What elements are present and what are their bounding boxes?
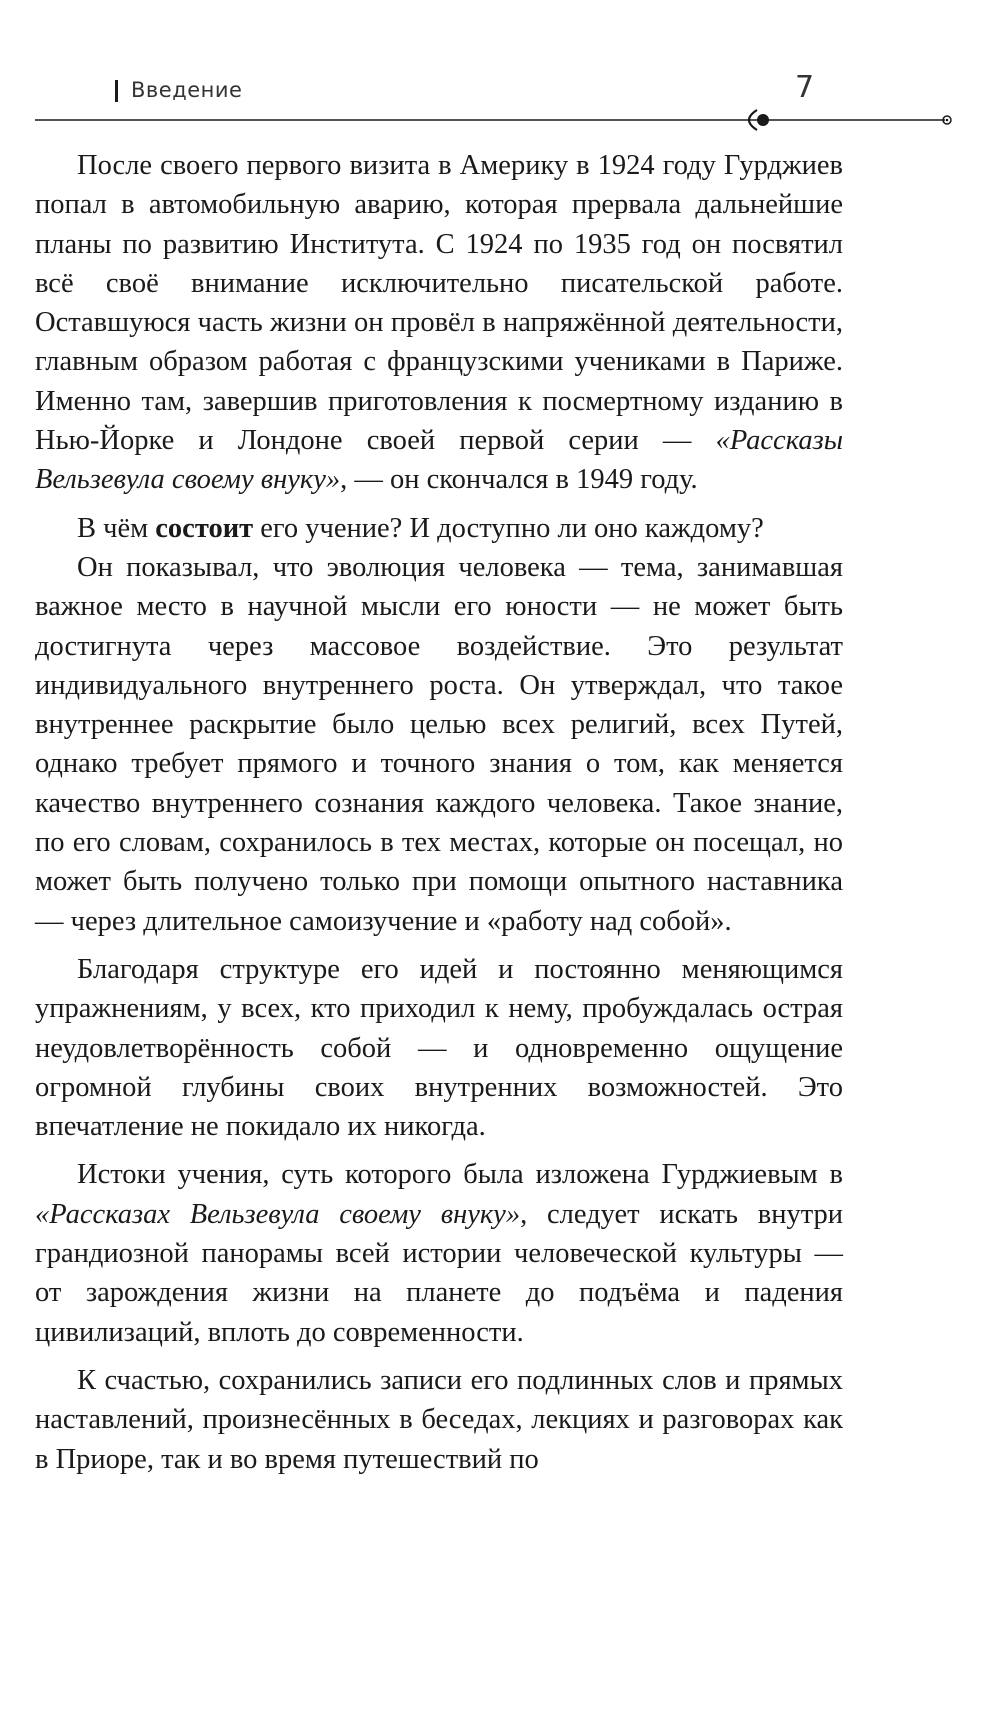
paragraph-6: К счастью, сохранились записи его подлинных слов и прямых наставлений, произнесённых в беседах, лекциях и разговорах как в Приоре, так и во время путешествий по <box>35 1364 843 1475</box>
emphasis-bold: состоит <box>155 512 254 544</box>
paragraph-5: Истоки учения, суть которого была изложена Гурджиевым в «Рассказах Вельзевула своему внуку», следует искать внутри грандиозной панорамы всей истории человеческой культуры — от зарождения жизни на планете до подъёма и падения цивилизаций, вплоть до современности. <box>35 1159 843 1348</box>
book-title-italic: «Рассказах Вельзевула своему внуку» <box>35 1198 521 1230</box>
running-header <box>35 70 955 130</box>
page-number: 7 <box>795 70 815 105</box>
section-title: Введение <box>131 78 243 102</box>
header-divider-bar <box>115 80 118 102</box>
paragraph-4: Благодаря структуре его идей и постоянно меняющимся упражнениям, у всех, кто приходил к нему, пробуждалась острая неудовлетворённость собой — и одновременно ощущение огромной глубины своих внутренних возможностей. Это впечатление не покидало их никогда. <box>35 953 843 1143</box>
body-text <box>35 146 843 1488</box>
paragraph-2: В чём состоит его учение? И доступно ли оно каждому? <box>77 512 764 544</box>
paragraph-1: После своего первого визита в Америку в 1924 году Гурджиев попал в автомобильную аварию, которая прервала дальнейшие планы по развитию Института. С 1924 по 1935 год он посвятил всё своё внимание исключительно писательской работе. Оставшуюся часть жизни он провёл в напряжённой деятельности, главным образом работая с французскими учениками в Париже. Именно там, завершив приготовления к посмертному изданию в Нью-Йорке и Лондоне своей первой серии — «Рассказы Вельзевула своему внуку», — он скончался в 1949 году. <box>35 150 843 496</box>
paragraph-3: Он показывал, что эволюция человека — тема, занимавшая важное место в научной мысли его юности — не может быть достигнута через массовое воздействие. Это результат индивидуального внутреннего роста. Он утверждал, что такое внутреннее раскрытие было целью всех религий, всех Путей, однако требует прямого и точного знания о том, как меняется качество внутреннего сознания каждого человека. Такое знание, по его словам, сохранилось в тех местах, которые он посещал, но может быть получено только при помощи опытного наставника — через длительное самоизучение и «работу над собой». <box>35 551 843 937</box>
book-title-italic: «Рассказы Вельзевула своему внуку» <box>35 425 843 496</box>
header-rule-ornament-icon <box>35 108 955 132</box>
